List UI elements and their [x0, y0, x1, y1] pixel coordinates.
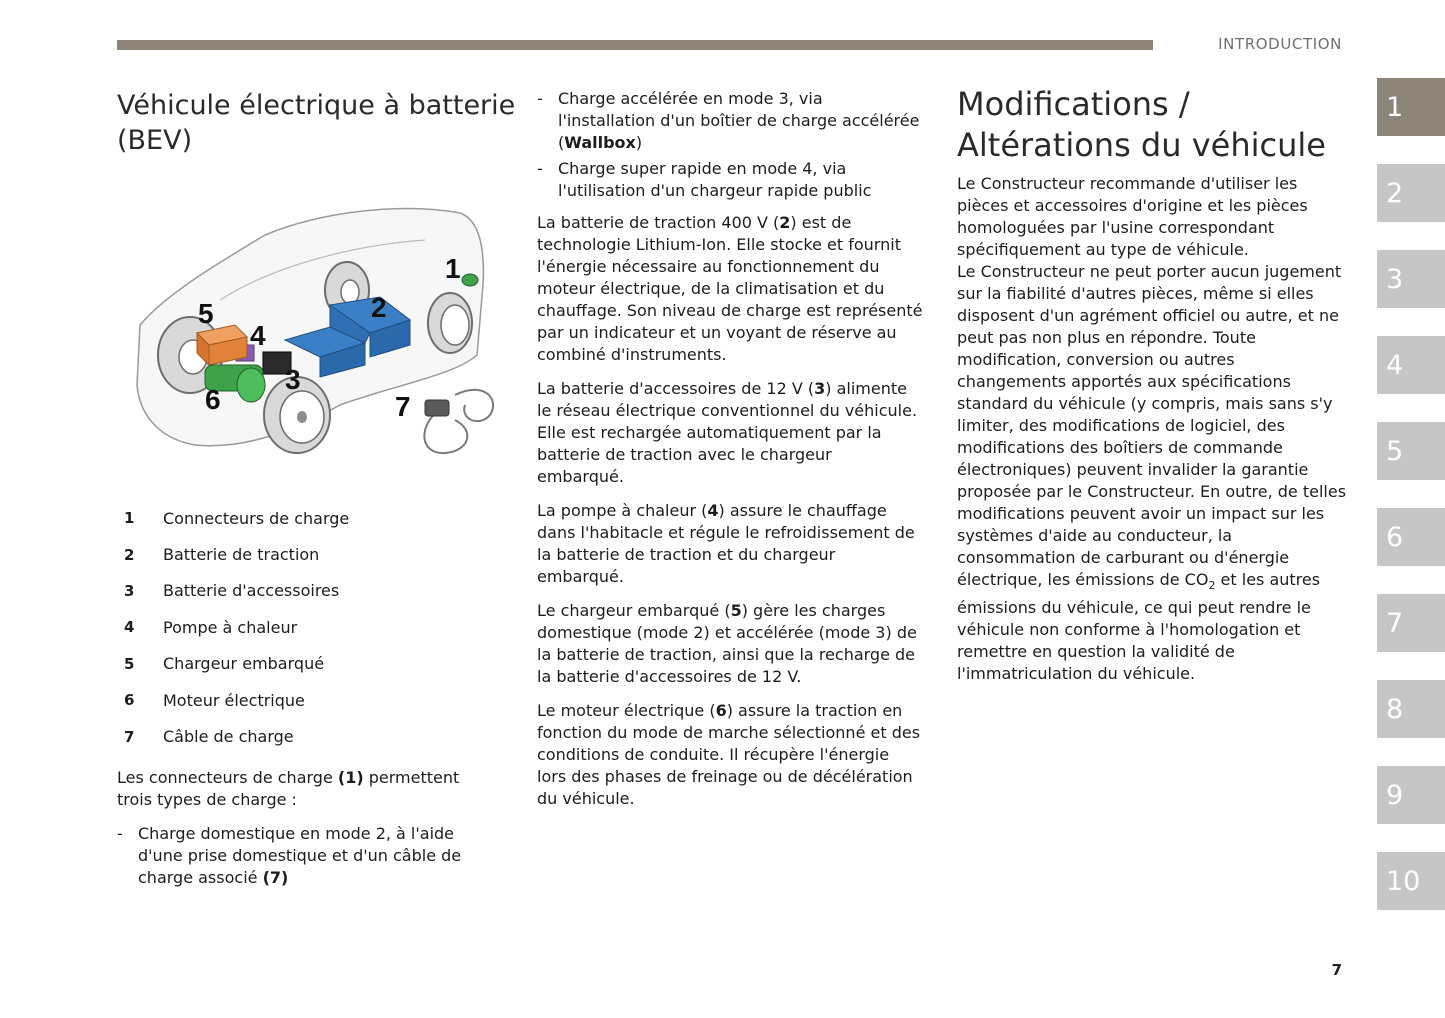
chapter-tab-1[interactable]: 1 — [1377, 78, 1445, 136]
legend-label: Chargeur embarqué — [163, 654, 325, 674]
list-item: - Charge super rapide en mode 4, via l'utilisation d'un chargeur rapide public — [537, 159, 872, 200]
legend-label: Connecteurs de charge — [163, 508, 350, 528]
callout-6: 6 — [205, 384, 221, 415]
callout-2: 2 — [371, 292, 387, 323]
chapter-tab-5[interactable]: 5 — [1377, 422, 1445, 480]
chapter-tab-8[interactable]: 8 — [1377, 680, 1445, 738]
chapter-tab-2[interactable]: 2 — [1377, 164, 1445, 222]
legend-number: 2 — [124, 545, 135, 564]
traction-battery-paragraph: La batterie de traction 400 V (2) est de technologie Lithium-Ion. Elle stocke et fournit l'énergie nécessaire au fonctionnement du moteur électrique, de la climatisation et du chauffage. Son niveau de charge est représenté par un indicateur et un voyant de réserve au combiné d'instruments. — [537, 213, 923, 364]
charging-cable — [424, 390, 493, 453]
legend-label: Câble de charge — [163, 727, 294, 747]
onboard-charger — [197, 325, 247, 365]
chapter-tab-4[interactable]: 4 — [1377, 336, 1445, 394]
callout-7: 7 — [395, 391, 411, 422]
charging-connector — [462, 274, 478, 286]
legend-item — [117, 573, 517, 609]
legend-number: 4 — [124, 618, 135, 637]
right-column — [957, 173, 1347, 685]
charge-types-list — [117, 823, 497, 893]
bev-diagram — [125, 205, 515, 470]
header-rule — [117, 40, 1153, 50]
legend-number: 3 — [124, 581, 135, 600]
modifications-paragraph-2: Le Constructeur ne peut porter aucun jugement sur la fiabilité d'autres pièces, même si elles disposent d'un agrément officiel ou autre, et ne peut pas non plus en répondre. Toute modification, conversion ou autres changements apportés aux spécifications standard du véhicule (y compris, mais sans s'y limiter, des modifications de logiciel, des modifications des boîtiers de commande électroniques) peuvent invalider la garantie proposée par le Constructeur. En outre, de telles modifications peuvent avoir un impact sur les systèmes d'aide au conducteur, la consommation de carburant ou d'énergie électrique, les émissions de $CO_2$ et les autres émissions du véhicule, ce qui peut rendre le véhicule non conforme à l'homologation et remettre en question la validité de l'immatriculation du véhicule. — [957, 262, 1347, 684]
callout-1: 1 — [445, 253, 461, 284]
bev-title: Véhicule électrique à batterie (BEV) — [117, 90, 516, 156]
modifications-paragraph-1: Le Constructeur recommande d'utiliser les pièces et accessoires d'origine et les pièces homologuées par l'usine correspondant spécifiquement au type de véhicule. — [957, 174, 1308, 259]
accessory-battery-paragraph: La batterie d'accessoires de 12 V (3) alimente le réseau électrique conventionnel du véhicule. Elle est rechargée automatiquement par la batterie de traction avec le chargeur embarqué. — [537, 379, 918, 486]
legend-item — [117, 682, 517, 718]
callout-5: 5 — [198, 298, 214, 329]
chapter-tab-9[interactable]: 9 — [1377, 766, 1445, 824]
legend-item — [117, 609, 517, 645]
chapter-tab-3[interactable]: 3 — [1377, 250, 1445, 308]
callout-4: 4 — [250, 320, 266, 351]
middle-column — [537, 88, 923, 822]
charge-types-list-continued — [537, 88, 923, 202]
legend-label: Pompe à chaleur — [163, 617, 298, 637]
legend-label: Batterie de traction — [163, 545, 320, 565]
legend-number: 6 — [124, 691, 135, 710]
legend-item — [117, 718, 517, 754]
legend-item — [117, 500, 517, 536]
section-label: INTRODUCTION — [1218, 35, 1342, 53]
legend-item — [117, 536, 517, 572]
legend-number: 1 — [124, 509, 135, 528]
legend-number: 7 — [124, 727, 135, 746]
charge-types-intro: Les connecteurs de charge (1) permettent trois types de charge : — [117, 768, 460, 809]
chapter-tab-7[interactable]: 7 — [1377, 594, 1445, 652]
list-item: - Charge domestique en mode 2, à l'aide d'une prise domestique et d'un câble de charge associé (7) — [117, 824, 462, 887]
figure-legend — [117, 500, 517, 755]
chapter-tab-10[interactable]: 10 — [1377, 852, 1445, 910]
list-item: - Charge accélérée en mode 3, via l'installation d'un boîtier de charge accélérée (Wallbox) — [537, 89, 920, 152]
charger-paragraph: Le chargeur embarqué (5) gère les charges domestique (mode 2) et accélérée (mode 3) de la batterie de traction, ainsi que la recharge de la batterie d'accessoires de 12 V. — [537, 601, 917, 686]
chapter-tab-6[interactable]: 6 — [1377, 508, 1445, 566]
legend-label: Batterie d'accessoires — [163, 581, 340, 601]
legend-label: Moteur électrique — [163, 690, 305, 710]
heat-pump-paragraph: La pompe à chaleur (4) assure le chauffage dans l'habitacle et régule le refroidissement de la batterie de traction et du chargeur embarqué. — [537, 501, 915, 586]
legend-number: 5 — [124, 654, 135, 673]
chapter-tabs — [1377, 78, 1445, 938]
page-number: 7 — [1331, 961, 1342, 979]
legend-item — [117, 646, 517, 682]
front-right-wheel — [428, 293, 472, 353]
callout-3: 3 — [285, 364, 301, 395]
motor-paragraph: Le moteur électrique (6) assure la traction en fonction du mode de marche sélectionné et des conditions de conduite. Il récupère l'énergie lors des phases de freinage ou de décélération du véhicule. — [537, 701, 921, 808]
bev-diagram-svg — [125, 205, 515, 470]
modifications-title: Modifications / Altérations du véhicule — [957, 85, 1326, 164]
